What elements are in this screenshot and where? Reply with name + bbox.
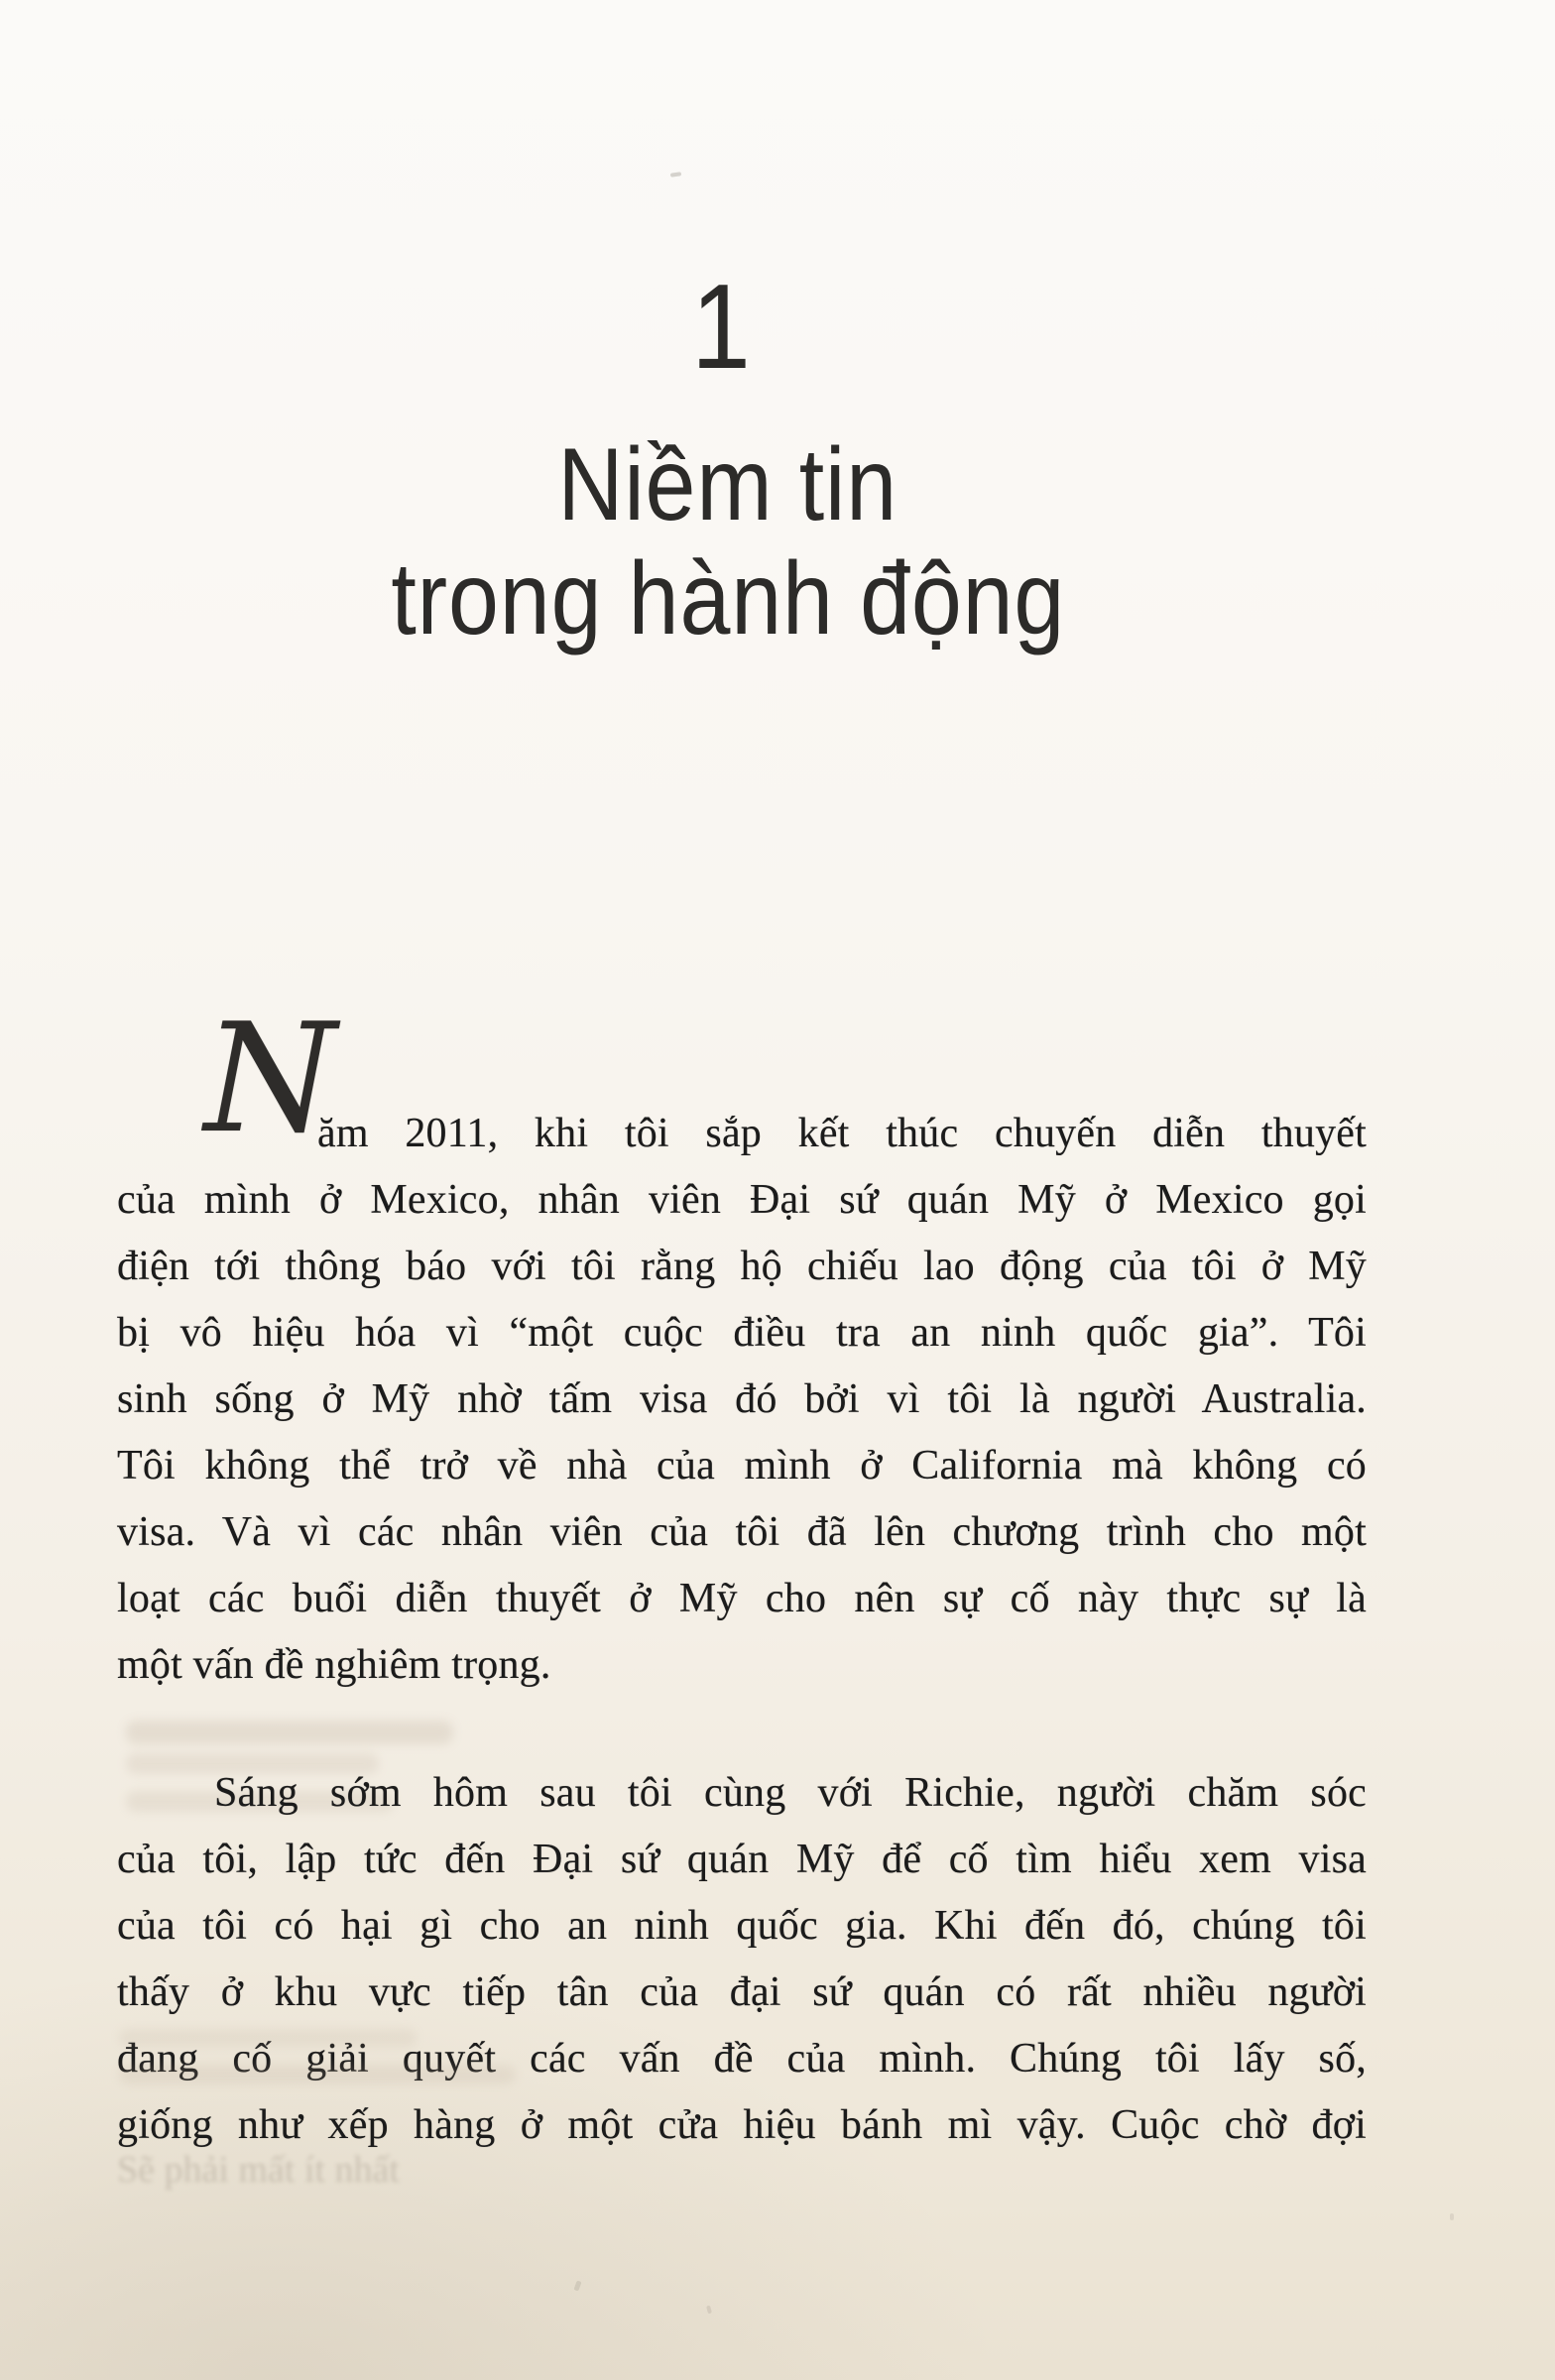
paper-speck	[670, 172, 681, 177]
body-line: loạt các buổi diễn thuyết ở Mỹ cho nên sự cố này thực sự là	[117, 1576, 1367, 1621]
title-line-2: trong hành động	[391, 541, 1065, 656]
body-line: của tôi có hại gì cho an ninh quốc gia. Khi đến đó, chúng tôi	[117, 1903, 1367, 1949]
body-line: Tôi không thể trở về nhà của mình ở California mà không có	[117, 1443, 1367, 1488]
title-line-1: Niềm tin	[557, 427, 898, 542]
body-line: sinh sống ở Mỹ nhờ tấm visa đó bởi vì tôi là người Australia.	[117, 1376, 1367, 1422]
bleed-through-smudge	[119, 2029, 417, 2047]
chapter-number	[0, 259, 1442, 394]
body-line: giống như xếp hàng ở một cửa hiệu bánh mì vậy. Cuộc chờ đợi	[117, 2102, 1367, 2148]
body-line: của tôi, lập tức đến Đại sứ quán Mỹ để cố tìm hiểu xem visa	[117, 1837, 1367, 1882]
body-line: bị vô hiệu hóa vì “một cuộc điều tra an ninh quốc gia”. Tôi	[117, 1310, 1367, 1356]
paragraph-2	[117, 1760, 1367, 2159]
paragraph-1	[117, 991, 1367, 1699]
body-line: visa. Và vì các nhân viên của tôi đã lên chương trình cho một	[117, 1509, 1367, 1555]
paper-speck	[1450, 2213, 1454, 2220]
drop-cap-initial: N	[204, 991, 337, 1166]
body-line: Sáng sớm hôm sau tôi cùng với Richie, người chăm sóc	[214, 1770, 1367, 1816]
body-line: thấy ở khu vực tiếp tân của đại sứ quán có rất nhiều người	[117, 1969, 1367, 2015]
chapter-title	[0, 428, 1456, 656]
paper-speck	[573, 2280, 581, 2291]
body-line: điện tới thông báo với tôi rằng hộ chiếu lao động của tôi ở Mỹ	[117, 1244, 1367, 1289]
bleed-through-smudge	[119, 2065, 516, 2084]
body-line: một vấn đề nghiêm trọng.	[117, 1642, 551, 1688]
bleed-through-smudge	[126, 1721, 453, 1744]
bleed-through-text: Sẽ phải mất ít nhất	[117, 2149, 400, 2191]
body-line: ăm 2011, khi tôi sắp kết thúc chuyến diễn thuyết	[317, 1111, 1367, 1156]
chapter-number-text: 1	[690, 259, 752, 394]
paper-speck	[706, 2306, 712, 2315]
body-line: đang cố giải quyết các vấn đề của mình. Chúng tôi lấy số,	[117, 2036, 1367, 2082]
body-line: của mình ở Mexico, nhân viên Đại sứ quán Mỹ ở Mexico gọi	[117, 1177, 1367, 1223]
